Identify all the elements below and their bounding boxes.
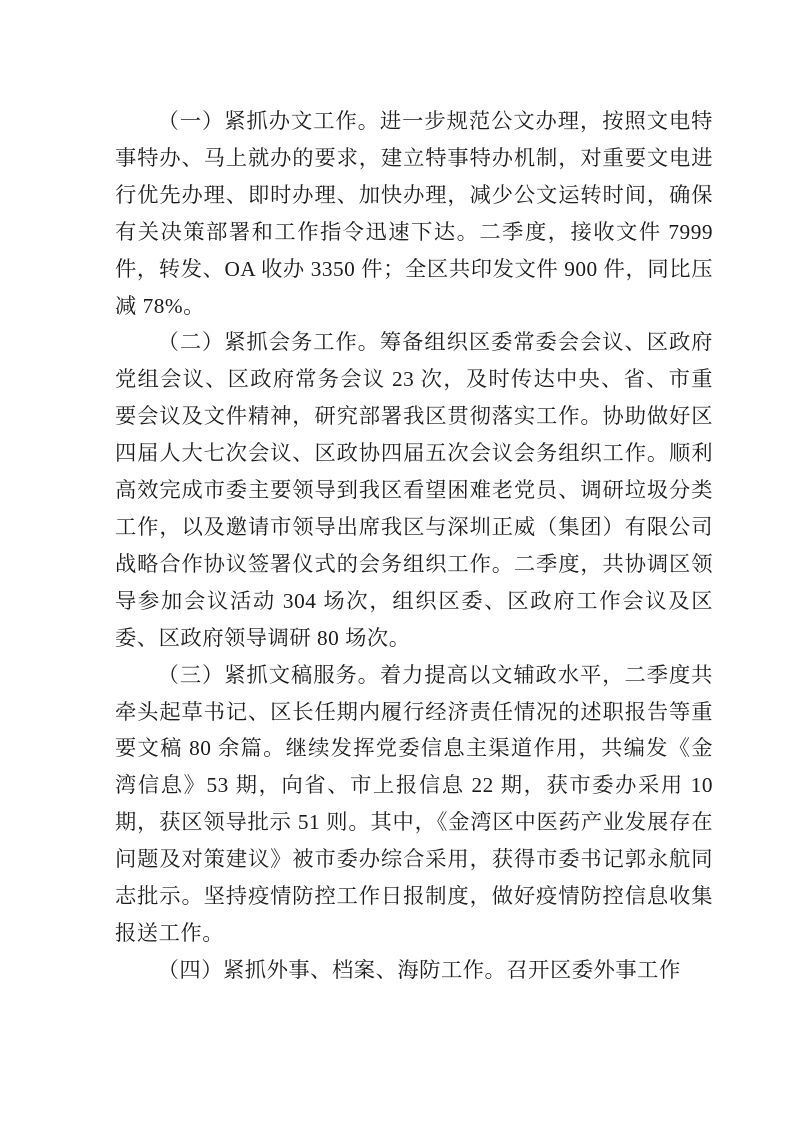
paragraph-banwen-work [115, 103, 713, 324]
paragraph-huiwu-work [115, 324, 713, 656]
paragraph-waishi-work [115, 952, 713, 989]
paragraph-wengao-service-heading: （三）紧抓文稿服务。 [157, 662, 380, 687]
paragraph-wengao-service-body: 着力提高以文辅政水平，二季度共牵头起草书记、区长任期内履行经济责任情况的述职报告等重要文稿 80 余篇。继续发挥党委信息主渠道作用，共编发《金湾信息》53 期，向省、市上报信息 22 期，获市委办采用 10 期，获区领导批示 51 则。其中，《金湾区中医药产业发展存在问题及对策建议》被市委办综合采用，获得市委书记郭永航同志批示。坚持疫情防控工作日报制度，做好疫情防控信息收集报送工作。 [115, 662, 713, 945]
paragraph-waishi-work-body: 召开区委外事工作 [506, 957, 681, 982]
document-text-block [115, 103, 713, 989]
paragraph-huiwu-work-body: 筹备组织区委常委会会议、区政府党组会议、区政府常务会议 23 次，及时传达中央、省、市重要会议及文件精神，研究部署我区贯彻落实工作。协助做好区四届人大七次会议、区政协四届五次会议会务组织工作。顺利高效完成市委主要领导到我区看望困难老党员、调研垃圾分类工作，以及邀请市领导出席我区与深圳正威（集团）有限公司战略合作协议签署仪式的会务组织工作。二季度，共协调区领导参加会议活动 304 场次，组织区委、区政府工作会议及区委、区政府领导调研 80 场次。 [115, 330, 713, 650]
paragraph-wengao-service [115, 657, 713, 952]
paragraph-waishi-work-heading: （四）紧抓外事、档案、海防工作。 [157, 957, 507, 982]
paragraph-huiwu-work-heading: （二）紧抓会务工作。 [157, 330, 380, 355]
paragraph-banwen-work-heading: （一）紧抓办文工作。 [157, 109, 380, 133]
paragraph-banwen-work-body: 进一步规范公文办理，按照文电特事特办、马上就办的要求，建立特事特办机制，对重要文电进行优先办理、即时办理、加快办理，减少公文运转时间，确保有关决策部署和工作指令迅速下达。二季度，接收文件 7999 件，转发、OA 收办 3350 件；全区共印发文件 900 件，同比压减 78%。 [115, 109, 713, 318]
